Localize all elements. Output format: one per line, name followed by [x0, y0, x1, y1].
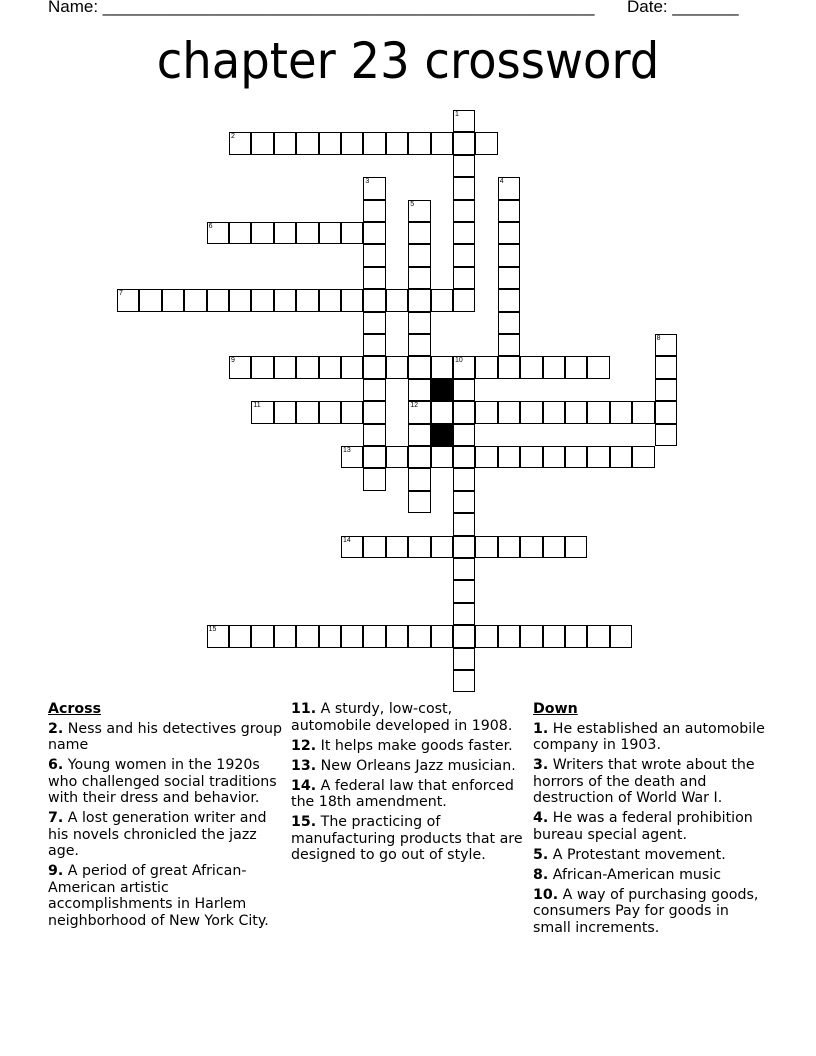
grid-cell[interactable]: [587, 446, 609, 468]
grid-cell[interactable]: [341, 289, 363, 311]
clue-across-9: [48, 863, 286, 929]
grid-cell[interactable]: [408, 267, 430, 289]
grid-cell[interactable]: [520, 625, 542, 647]
grid-cell[interactable]: [565, 446, 587, 468]
grid-cell[interactable]: [453, 513, 475, 535]
clues-across-column-1: [48, 701, 286, 933]
grid-cell[interactable]: [453, 110, 475, 132]
grid-cell[interactable]: [386, 132, 408, 154]
grid-cell[interactable]: [498, 625, 520, 647]
grid-cell[interactable]: [319, 401, 341, 423]
clue-across-15: [291, 814, 529, 864]
clue-across-11: [291, 701, 529, 734]
grid-cell[interactable]: [498, 289, 520, 311]
grid-cell[interactable]: [453, 244, 475, 266]
cell-number: 15: [208, 626, 217, 634]
grid-cell[interactable]: [453, 558, 475, 580]
clue-number: 6.: [48, 757, 64, 773]
grid-cell[interactable]: [363, 401, 385, 423]
clue-number: 1.: [533, 720, 549, 737]
grid-cell[interactable]: [475, 625, 497, 647]
grid-cell[interactable]: [408, 379, 430, 401]
grid-cell[interactable]: [453, 670, 475, 692]
grid-cell[interactable]: [520, 446, 542, 468]
grid-cell[interactable]: [341, 536, 363, 558]
grid-cell[interactable]: [139, 289, 161, 311]
grid-cell[interactable]: [251, 222, 273, 244]
grid-cell[interactable]: [341, 446, 363, 468]
clue-down-5: [533, 847, 771, 864]
grid-cell[interactable]: [363, 244, 385, 266]
grid-cell[interactable]: [296, 401, 318, 423]
grid-cell[interactable]: [408, 356, 430, 378]
grid-cell[interactable]: [453, 379, 475, 401]
grid-cell[interactable]: [498, 536, 520, 558]
grid-cell[interactable]: [431, 446, 453, 468]
grid-cell[interactable]: [363, 446, 385, 468]
grid-cell[interactable]: [319, 132, 341, 154]
grid-cell[interactable]: [386, 625, 408, 647]
grid-cell[interactable]: [431, 401, 453, 423]
grid-cell[interactable]: [498, 267, 520, 289]
grid-cell[interactable]: [655, 379, 677, 401]
grid-cell[interactable]: [408, 289, 430, 311]
grid-cell[interactable]: [251, 289, 273, 311]
clue-text: African-American music: [548, 866, 722, 883]
grid-cell[interactable]: [610, 446, 632, 468]
cell-number: 5: [410, 200, 415, 208]
grid-cell[interactable]: [386, 446, 408, 468]
grid-cell[interactable]: [363, 334, 385, 356]
grid-cell[interactable]: [453, 603, 475, 625]
grid-cell[interactable]: [408, 312, 430, 334]
grid-cell[interactable]: [408, 222, 430, 244]
grid-cell[interactable]: [498, 312, 520, 334]
grid-cell[interactable]: [655, 424, 677, 446]
grid-cell[interactable]: [296, 132, 318, 154]
cell-number: 13: [343, 447, 351, 454]
clue-down-1: [533, 721, 771, 754]
clue-number: 5.: [533, 846, 549, 863]
grid-cell[interactable]: [408, 491, 430, 513]
clue-number: 4.: [533, 810, 549, 826]
grid-cell[interactable]: [319, 356, 341, 378]
cell-number: 11: [253, 402, 261, 410]
grid-cell[interactable]: [363, 312, 385, 334]
grid-cell[interactable]: [498, 446, 520, 468]
cell-number: 6: [208, 223, 213, 230]
grid-cell[interactable]: [408, 536, 430, 558]
grid-cell[interactable]: [408, 424, 430, 446]
grid-cell[interactable]: [408, 446, 430, 468]
grid-cell[interactable]: [453, 356, 475, 378]
grid-cell[interactable]: [408, 468, 430, 490]
clue-number: 9.: [48, 863, 64, 879]
grid-cell[interactable]: [408, 334, 430, 356]
grid-cell[interactable]: [453, 648, 475, 670]
grid-cell[interactable]: [296, 289, 318, 311]
grid-cell[interactable]: [498, 334, 520, 356]
grid-cell[interactable]: [453, 222, 475, 244]
grid-cell[interactable]: [475, 356, 497, 378]
clue-across-6: [48, 757, 286, 807]
grid-cell[interactable]: [431, 625, 453, 647]
clue-text: It helps make goods faster.: [316, 737, 513, 754]
clue-text: A period of great African-American artistic accomplishments in Harlem neighborhood of New York City.: [48, 863, 269, 929]
grid-cell[interactable]: [251, 132, 273, 154]
grid-cell[interactable]: [251, 356, 273, 378]
clue-down-10: [533, 887, 771, 937]
grid-cell[interactable]: [408, 625, 430, 647]
grid-cell[interactable]: [251, 401, 273, 423]
clue-number: 14.: [291, 777, 317, 794]
grid-cell[interactable]: [431, 536, 453, 558]
grid-cell[interactable]: [386, 536, 408, 558]
grid-cell[interactable]: [363, 536, 385, 558]
clue-number: 15.: [291, 814, 317, 830]
clue-down-4: [533, 810, 771, 843]
grid-cell[interactable]: [475, 536, 497, 558]
grid-cell[interactable]: [475, 401, 497, 423]
clue-across-14: [291, 778, 529, 811]
clue-down-3: [533, 757, 771, 807]
grid-cell[interactable]: [520, 401, 542, 423]
grid-cell[interactable]: [587, 625, 609, 647]
grid-cell[interactable]: [386, 356, 408, 378]
clue-text: A way of purchasing goods, consumers Pay for goods in small increments.: [533, 886, 759, 936]
grid-cell[interactable]: [453, 267, 475, 289]
date-label: Date:: [627, 0, 673, 16]
grid-cell[interactable]: [610, 401, 632, 423]
grid-cell[interactable]: [274, 356, 296, 378]
name-blank[interactable]: ____________________________________________________: [102, 0, 595, 16]
clue-number: 3.: [533, 757, 549, 773]
grid-cell[interactable]: [274, 132, 296, 154]
grid-cell[interactable]: [341, 222, 363, 244]
grid-cell[interactable]: [363, 132, 385, 154]
grid-cell[interactable]: [475, 132, 497, 154]
grid-cell[interactable]: [453, 155, 475, 177]
date-blank[interactable]: _______: [672, 0, 739, 16]
black-cell: [431, 424, 453, 446]
clue-text: A federal law that enforced the 18th amendment.: [291, 777, 514, 810]
grid-cell[interactable]: [229, 356, 251, 378]
clue-across-12: [291, 738, 529, 755]
grid-cell[interactable]: [363, 379, 385, 401]
grid-cell[interactable]: [543, 625, 565, 647]
grid-cell[interactable]: [341, 132, 363, 154]
grid-cell[interactable]: [498, 401, 520, 423]
clue-text: He established an automobile company in 1903.: [533, 720, 765, 753]
grid-cell[interactable]: [229, 289, 251, 311]
grid-cell[interactable]: [251, 625, 273, 647]
grid-cell[interactable]: [319, 625, 341, 647]
grid-cell[interactable]: [408, 132, 430, 154]
grid-cell[interactable]: [207, 625, 229, 647]
grid-cell[interactable]: [565, 536, 587, 558]
clue-number: 10.: [533, 886, 559, 903]
grid-cell[interactable]: [363, 200, 385, 222]
grid-cell[interactable]: [207, 222, 229, 244]
grid-cell[interactable]: [498, 200, 520, 222]
grid-cell[interactable]: [453, 580, 475, 602]
grid-cell[interactable]: [363, 267, 385, 289]
grid-cell[interactable]: [162, 289, 184, 311]
grid-cell[interactable]: [543, 536, 565, 558]
grid-cell[interactable]: [475, 446, 497, 468]
grid-cell[interactable]: [453, 625, 475, 647]
grid-cell[interactable]: [453, 468, 475, 490]
clue-text: A sturdy, low-cost, automobile developed in 1908.: [291, 701, 513, 734]
clue-text: Ness and his detectives group name: [48, 720, 283, 753]
clue-across-13: [291, 758, 529, 775]
clue-number: 2.: [48, 720, 64, 737]
down-heading: Down: [533, 701, 578, 717]
clue-number: 12.: [291, 737, 317, 754]
black-cell: [431, 379, 453, 401]
grid-cell[interactable]: [655, 356, 677, 378]
clue-text: New Orleans Jazz musician.: [316, 757, 516, 774]
clue-number: 11.: [291, 701, 317, 717]
grid-cell[interactable]: [453, 536, 475, 558]
clue-text: The practicing of manufacturing products that are designed to go out of style.: [291, 814, 523, 863]
cell-number: 1: [455, 111, 459, 118]
grid-cell[interactable]: [408, 401, 430, 423]
grid-cell[interactable]: [543, 356, 565, 378]
grid-cell[interactable]: [363, 468, 385, 490]
grid-cell[interactable]: [229, 625, 251, 647]
grid-cell[interactable]: [431, 289, 453, 311]
grid-cell[interactable]: [453, 200, 475, 222]
clues-down-column: [533, 701, 771, 940]
grid-cell[interactable]: [341, 401, 363, 423]
grid-cell[interactable]: [498, 222, 520, 244]
cell-number: 4: [499, 178, 504, 186]
grid-cell[interactable]: [453, 177, 475, 199]
grid-cell[interactable]: [386, 289, 408, 311]
grid-cell[interactable]: [363, 424, 385, 446]
grid-cell[interactable]: [274, 289, 296, 311]
grid-cell[interactable]: [184, 289, 206, 311]
cell-number: 8: [656, 335, 661, 342]
clue-number: 13.: [291, 757, 317, 774]
clue-across-7: [48, 810, 286, 860]
cell-number: 3: [365, 178, 370, 186]
grid-cell[interactable]: [453, 289, 475, 311]
grid-cell[interactable]: [655, 334, 677, 356]
grid-cell[interactable]: [453, 491, 475, 513]
grid-cell[interactable]: [341, 625, 363, 647]
grid-cell[interactable]: [363, 177, 385, 199]
clue-number: 8.: [533, 866, 549, 883]
grid-cell[interactable]: [274, 625, 296, 647]
cell-number: 7: [119, 290, 123, 298]
clue-text: A lost generation writer and his novels chronicled the jazz age.: [48, 810, 267, 859]
grid-cell[interactable]: [520, 356, 542, 378]
grid-cell[interactable]: [453, 401, 475, 423]
grid-cell[interactable]: [274, 401, 296, 423]
grid-cell[interactable]: [117, 289, 139, 311]
grid-cell[interactable]: [453, 424, 475, 446]
clue-number: 7.: [48, 810, 64, 826]
grid-cell[interactable]: [632, 401, 654, 423]
grid-cell[interactable]: [319, 289, 341, 311]
grid-cell[interactable]: [565, 356, 587, 378]
grid-cell[interactable]: [229, 132, 251, 154]
grid-cell[interactable]: [498, 244, 520, 266]
grid-cell[interactable]: [587, 356, 609, 378]
grid-cell[interactable]: [632, 446, 654, 468]
clue-across-2: [48, 721, 286, 754]
grid-cell[interactable]: [587, 401, 609, 423]
across-heading: Across: [48, 701, 102, 717]
grid-cell[interactable]: [363, 222, 385, 244]
grid-cell[interactable]: [543, 401, 565, 423]
cell-number: 12: [410, 402, 418, 410]
grid-cell[interactable]: [520, 536, 542, 558]
grid-cell[interactable]: [274, 222, 296, 244]
grid-cell[interactable]: [565, 625, 587, 647]
grid-cell[interactable]: [431, 356, 453, 378]
clue-down-8: [533, 867, 771, 884]
page-title: chapter 23 crossword: [156, 32, 660, 90]
grid-cell[interactable]: [319, 222, 341, 244]
grid-cell[interactable]: [498, 177, 520, 199]
clue-text: A Protestant movement.: [548, 846, 726, 863]
grid-cell[interactable]: [341, 356, 363, 378]
grid-cell[interactable]: [207, 289, 229, 311]
clue-text: He was a federal prohibition bureau special agent.: [533, 810, 753, 843]
grid-cell[interactable]: [296, 356, 318, 378]
grid-cell[interactable]: [498, 356, 520, 378]
grid-cell[interactable]: [363, 289, 385, 311]
grid-cell[interactable]: [431, 132, 453, 154]
grid-cell[interactable]: [363, 625, 385, 647]
clue-text: Young women in the 1920s who challenged social traditions with their dress and behavior.: [48, 757, 277, 806]
grid-cell[interactable]: [543, 446, 565, 468]
grid-cell[interactable]: [453, 132, 475, 154]
grid-cell[interactable]: [363, 356, 385, 378]
cell-number: 10: [455, 357, 463, 365]
grid-cell[interactable]: [610, 625, 632, 647]
grid-cell[interactable]: [453, 446, 475, 468]
grid-cell[interactable]: [408, 200, 430, 222]
clue-text: Writers that wrote about the horrors of the death and destruction of World War I.: [533, 757, 755, 806]
clues-across-column-2: [291, 701, 529, 867]
cell-number: 9: [231, 357, 235, 365]
grid-cell[interactable]: [408, 244, 430, 266]
cell-number: 14: [343, 536, 351, 544]
name-label: Name:: [48, 0, 103, 16]
grid-cell[interactable]: [655, 401, 677, 423]
grid-cell[interactable]: [565, 401, 587, 423]
grid-cell[interactable]: [296, 222, 318, 244]
grid-cell[interactable]: [229, 222, 251, 244]
grid-cell[interactable]: [296, 625, 318, 647]
cell-number: 2: [231, 133, 235, 141]
